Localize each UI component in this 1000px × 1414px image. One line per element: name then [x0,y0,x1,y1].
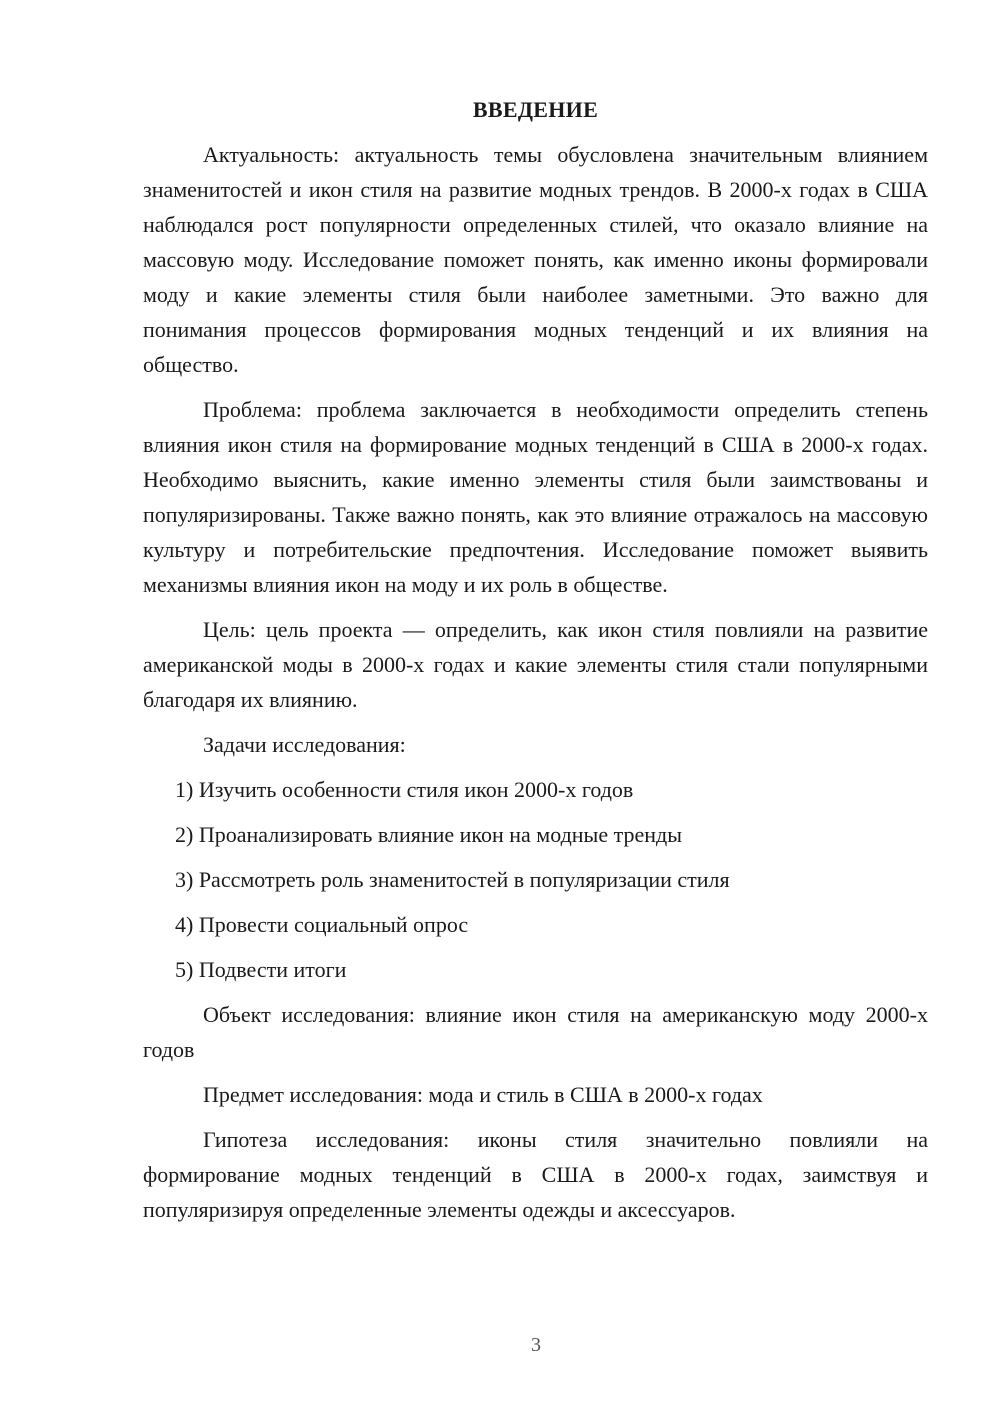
task-item-2: 2) Проанализировать влияние икон на модные тренды [175,822,682,847]
paragraph-relevance: Актуальность: актуальность темы обусловлена значительным влиянием знаменитостей и икон стиля на развитие модных трендов. В 2000-х годах в США наблюдался рост популярности определенных стилей, что оказало влияние на массовую моду. Исследование поможет понять, как именно иконы формировали моду и какие элементы стиля были наиболее заметными. Это важно для понимания процессов формирования модных тенденций и их влияния на общество. [143,142,928,377]
paragraph-object: Объект исследования: влияние икон стиля на американскую моду 2000-х годов [143,1002,928,1062]
paragraph-problem: Проблема: проблема заключается в необходимости определить степень влияния икон стиля на формирование модных тенденций в США в 2000-х годах. Необходимо выяснить, какие именно элементы стиля были заимствованы и популяризированы. Также важно понять, как это влияние отражалось на массовую культуру и потребительские предпочтения. Исследование поможет выявить механизмы влияния икон на моду и их роль в обществе. [143,397,928,597]
page-number: 3 [531,1334,541,1356]
task-item-5: 5) Подвести итоги [175,957,347,982]
paragraph-hypothesis: Гипотеза исследования: иконы стиля значительно повлияли на формирование модных тенденций в США в 2000-х годах, заимствуя и популяризируя определенные элементы одежды и аксессуаров. [143,1127,928,1222]
section-heading: ВВЕДЕНИЕ [472,97,599,122]
paragraph-subject: Предмет исследования: мода и стиль в США в 2000-х годах [203,1082,763,1107]
task-item-4: 4) Провести социальный опрос [175,912,469,937]
paragraph-goal: Цель: цель проекта — определить, как икон стиля повлияли на развитие американской моды в 2000-х годах и какие элементы стиля стали популярными благодаря их влиянию. [143,617,928,712]
tasks-list [143,772,928,987]
tasks-label: Задачи исследования: [203,732,406,757]
page-content [143,95,928,1237]
task-item-1: 1) Изучить особенности стиля икон 2000-х годов [175,777,634,802]
task-item-3: 3) Рассмотреть роль знаменитостей в популяризации стиля [175,867,730,892]
